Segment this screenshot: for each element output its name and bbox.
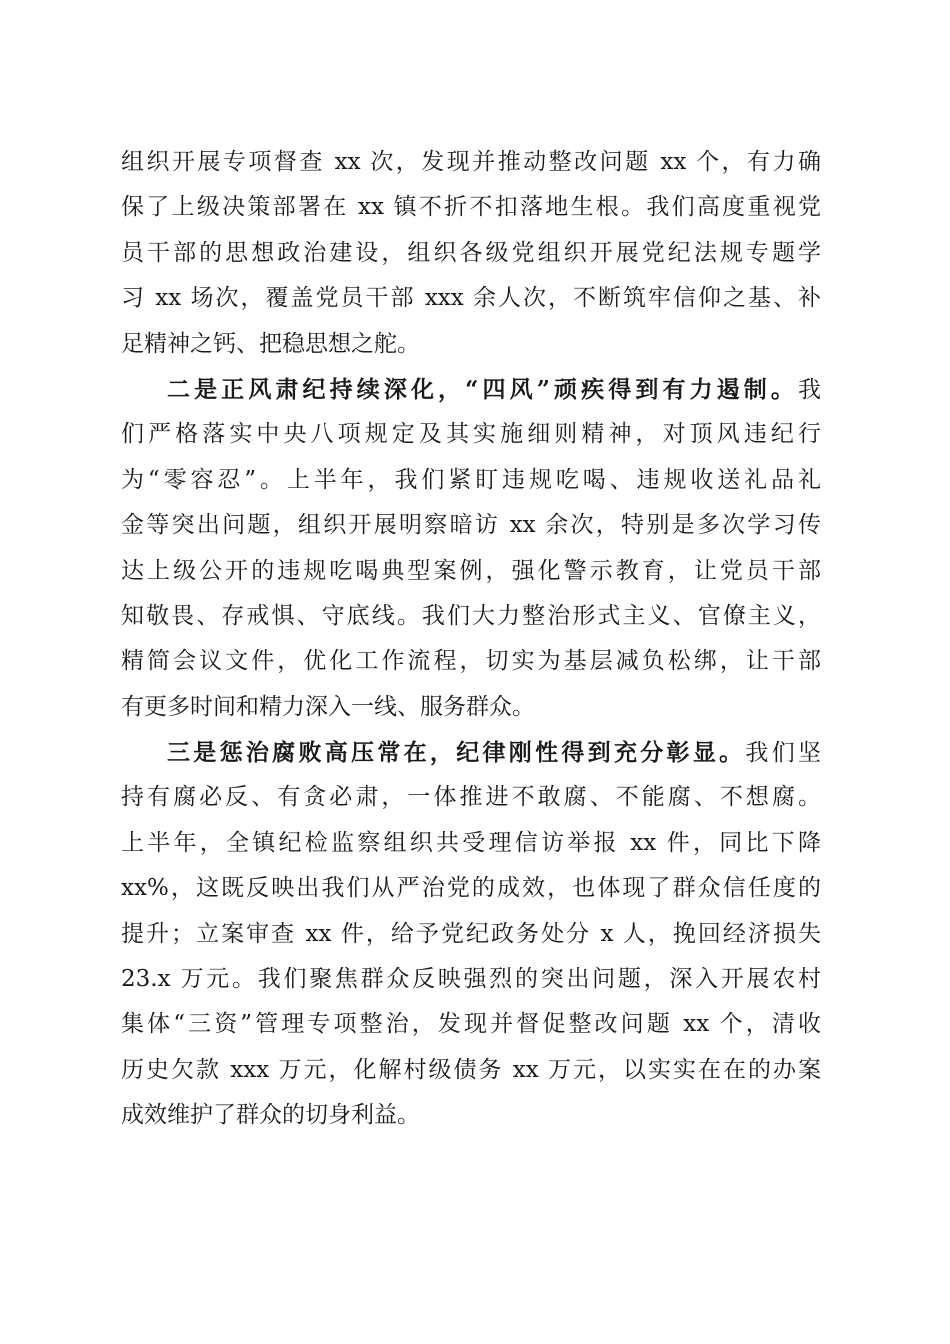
p3-line-1 — [121, 730, 821, 775]
p3-line-5: 提升；立案审查 xx 件，给予党纪政务处分 x 人，挽回经济损失 — [121, 920, 821, 947]
p2-line-1-rest: 我 — [798, 376, 821, 403]
p1-line-4: 习 xx 场次，覆盖党员干部 xxx 余人次，不断筑牢信仰之基、补 — [121, 285, 821, 312]
p2-line-4: 金等突出问题，组织开展明察暗访 xx 余次，特别是多次学习传 — [121, 512, 821, 539]
document-body — [121, 140, 821, 1139]
p2-line-5: 达上级公开的违规吃喝典型案例，强化警示教育，让党员干部 — [121, 557, 821, 584]
p3-line-2: 持有腐必反、有贪必肃，一体推进不敢腐、不能腐、不想腐。 — [121, 784, 821, 811]
p3-line-6: 23.x 万元。我们聚焦群众反映强烈的突出问题，深入开展农村 — [121, 966, 821, 993]
p2-line-2: 们严格落实中央八项规定及其实施细则精神，对顶风违纪行 — [121, 421, 821, 448]
p3-line-1-rest: 我们坚 — [745, 740, 822, 767]
p3-line-3: 上半年，全镇纪检监察组织共受理信访举报 xx 件，同比下降 — [121, 829, 821, 856]
p1-line-3: 员干部的思想政治建设，组织各级党组织开展党纪法规专题学 — [121, 239, 821, 266]
p2-lead-heading: 二是正风肃纪持续深化，“四风”顽疾得到有力遏制。 — [167, 375, 798, 403]
p3-line-4: xx%，这既反映出我们从严治党的成效，也体现了群众信任度的 — [121, 875, 821, 902]
p1-line-1: 组织开展专项督查 xx 次，发现并推动整改问题 xx 个，有力确 — [121, 149, 821, 175]
p2-line-8: 有更多时间和精力深入一线、服务群众。 — [121, 693, 535, 720]
p1-line-5: 足精神之钙、把稳思想之舵。 — [121, 330, 420, 357]
p2-line-3: 为“零容忍”。上半年，我们紧盯违规吃喝、违规收送礼品礼 — [121, 466, 821, 493]
p1-line-2: 保了上级决策部署在 xx 镇不折不扣落地生根。我们高度重视党 — [121, 194, 821, 221]
p2-line-6: 知敬畏、存戒惧、守底线。我们大力整治形式主义、官僚主义， — [121, 602, 821, 629]
p3-line-9: 成效维护了群众的切身利益。 — [121, 1102, 420, 1129]
p2-line-1 — [121, 367, 821, 412]
p3-line-7: 集体“三资”管理专项整治，发现并督促整改问题 xx 个，清收 — [121, 1011, 821, 1038]
p3-lead-heading: 三是惩治腐败高压常在，纪律刚性得到充分彰显。 — [167, 739, 746, 767]
p3-line-8: 历史欠款 xxx 万元，化解村级债务 xx 万元，以实实在在的办案 — [121, 1056, 821, 1083]
p2-line-7: 精简会议文件，优化工作流程，切实为基层减负松绑，让干部 — [121, 648, 821, 675]
